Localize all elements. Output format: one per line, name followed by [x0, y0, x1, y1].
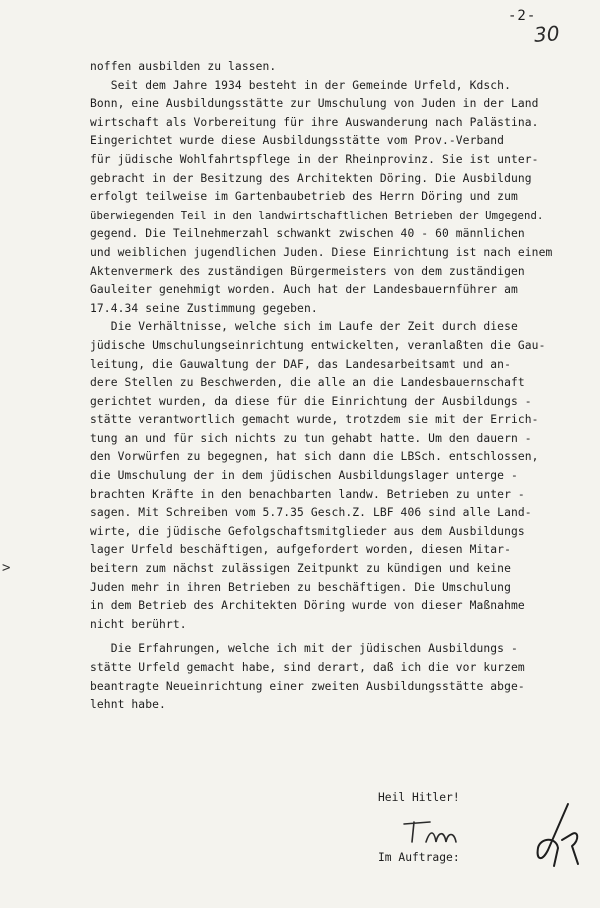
- body-line: Gauleiter genehmigt worden. Auch hat der Landesbauernführer am: [90, 283, 518, 297]
- body-line: dere Stellen zu Beschwerden, die alle an die Landesbauernschaft: [90, 376, 525, 390]
- body-line: Eingerichtet wurde diese Ausbildungsstätte vom Prov.-Verband: [90, 134, 505, 148]
- body-line: erfolgt teilweise im Gartenbaubetrieb des Herrn Döring und zum: [90, 190, 518, 204]
- body-line: gebracht in der Besitzung des Architekten Döring. Die Ausbildung: [90, 171, 532, 185]
- body-line: tung an und für sich nichts zu tun gehabt hatte. Um den dauern -: [90, 431, 532, 445]
- body-line: Aktenvermerk des zuständigen Bürgermeisters von dem zuständigen: [90, 264, 525, 278]
- letter-body: [90, 58, 600, 715]
- body-line: noffen ausbilden zu lassen.: [90, 60, 277, 73]
- body-line: brachten Kräfte in den benachbarten landw. Betrieben zu unter -: [90, 487, 525, 501]
- body-line: Die Verhältnisse, welche sich im Laufe der Zeit durch diese: [90, 320, 518, 334]
- handwritten-signature: [528, 800, 588, 872]
- handwritten-initials-signature: [400, 812, 480, 852]
- body-line: sagen. Mit Schreiben vom 5.7.35 Gesch.Z. LBF 406 sind alle Land-: [90, 506, 532, 520]
- body-line: überwiegenden Teil in den landwirtschaftlichen Betrieben der Umgegend.: [90, 209, 544, 222]
- body-line: lager Urfeld beschäftigen, aufgefordert worden, diesen Mitar-: [90, 543, 511, 557]
- body-line: stätte Urfeld gemacht habe, sind derart, daß ich die vor kurzem: [90, 661, 525, 674]
- body-line: gegend. Die Teilnehmerzahl schwankt zwischen 40 - 60 männlichen: [90, 227, 525, 241]
- body-line: gerichtet wurden, da diese für die Einrichtung der Ausbildungs -: [90, 394, 532, 408]
- page-number: -2-: [508, 8, 537, 24]
- body-line: nicht berührt.: [90, 617, 187, 631]
- margin-edge-mark: >: [2, 560, 11, 576]
- body-line: stätte verantwortlich gemacht wurde, trotzdem sie mit der Errich-: [90, 413, 539, 427]
- body-line: die Umschulung der in dem jüdischen Ausbildungslager unterge -: [90, 469, 518, 483]
- body-line: wirte, die jüdische Gefolgschaftsmitglieder aus dem Ausbildungs: [90, 524, 525, 538]
- body-line: Die Erfahrungen, welche ich mit der jüdischen Ausbildungs -: [90, 642, 518, 656]
- body-line: in dem Betrieb des Architekten Döring wurde von dieser Maßnahme: [90, 599, 525, 613]
- body-line: jüdische Umschulungseinrichtung entwickelten, veranlaßten die Gau-: [90, 338, 546, 352]
- folio-number: 30: [533, 21, 561, 47]
- body-line: leitung, die Gauwaltung der DAF, das Landesarbeitsamt und an-: [90, 357, 511, 371]
- body-line: lehnt habe.: [90, 698, 166, 712]
- body-line: Seit dem Jahre 1934 besteht in der Gemeinde Urfeld, Kdsch.: [90, 78, 511, 92]
- body-line: Juden mehr in ihren Betrieben zu beschäftigen. Die Umschulung: [90, 580, 511, 594]
- body-line: 17.4.34 seine Zustimmung gegeben.: [90, 301, 318, 315]
- body-line: für jüdische Wohlfahrtspflege in der Rheinprovinz. Sie ist unter-: [90, 152, 539, 166]
- body-line: beitern zum nächst zulässigen Zeitpunkt zu kündigen und keine: [90, 562, 511, 576]
- salutation: Heil Hitler!: [378, 791, 460, 804]
- body-line: wirtschaft als Vorbereitung für ihre Auswanderung nach Palästina.: [90, 115, 539, 129]
- body-line: den Vorwürfen zu begegnen, hat sich dann die LBSch. entschlossen,: [90, 450, 539, 464]
- body-line: Bonn, eine Ausbildungsstätte zur Umschulung von Juden in der Land: [90, 97, 539, 111]
- on-behalf-line: Im Auftrage:: [378, 851, 460, 864]
- body-line: beantragte Neueinrichtung einer zweiten Ausbildungsstätte abge-: [90, 679, 525, 693]
- body-line: und weiblichen jugendlichen Juden. Diese Einrichtung ist nach einem: [90, 245, 553, 259]
